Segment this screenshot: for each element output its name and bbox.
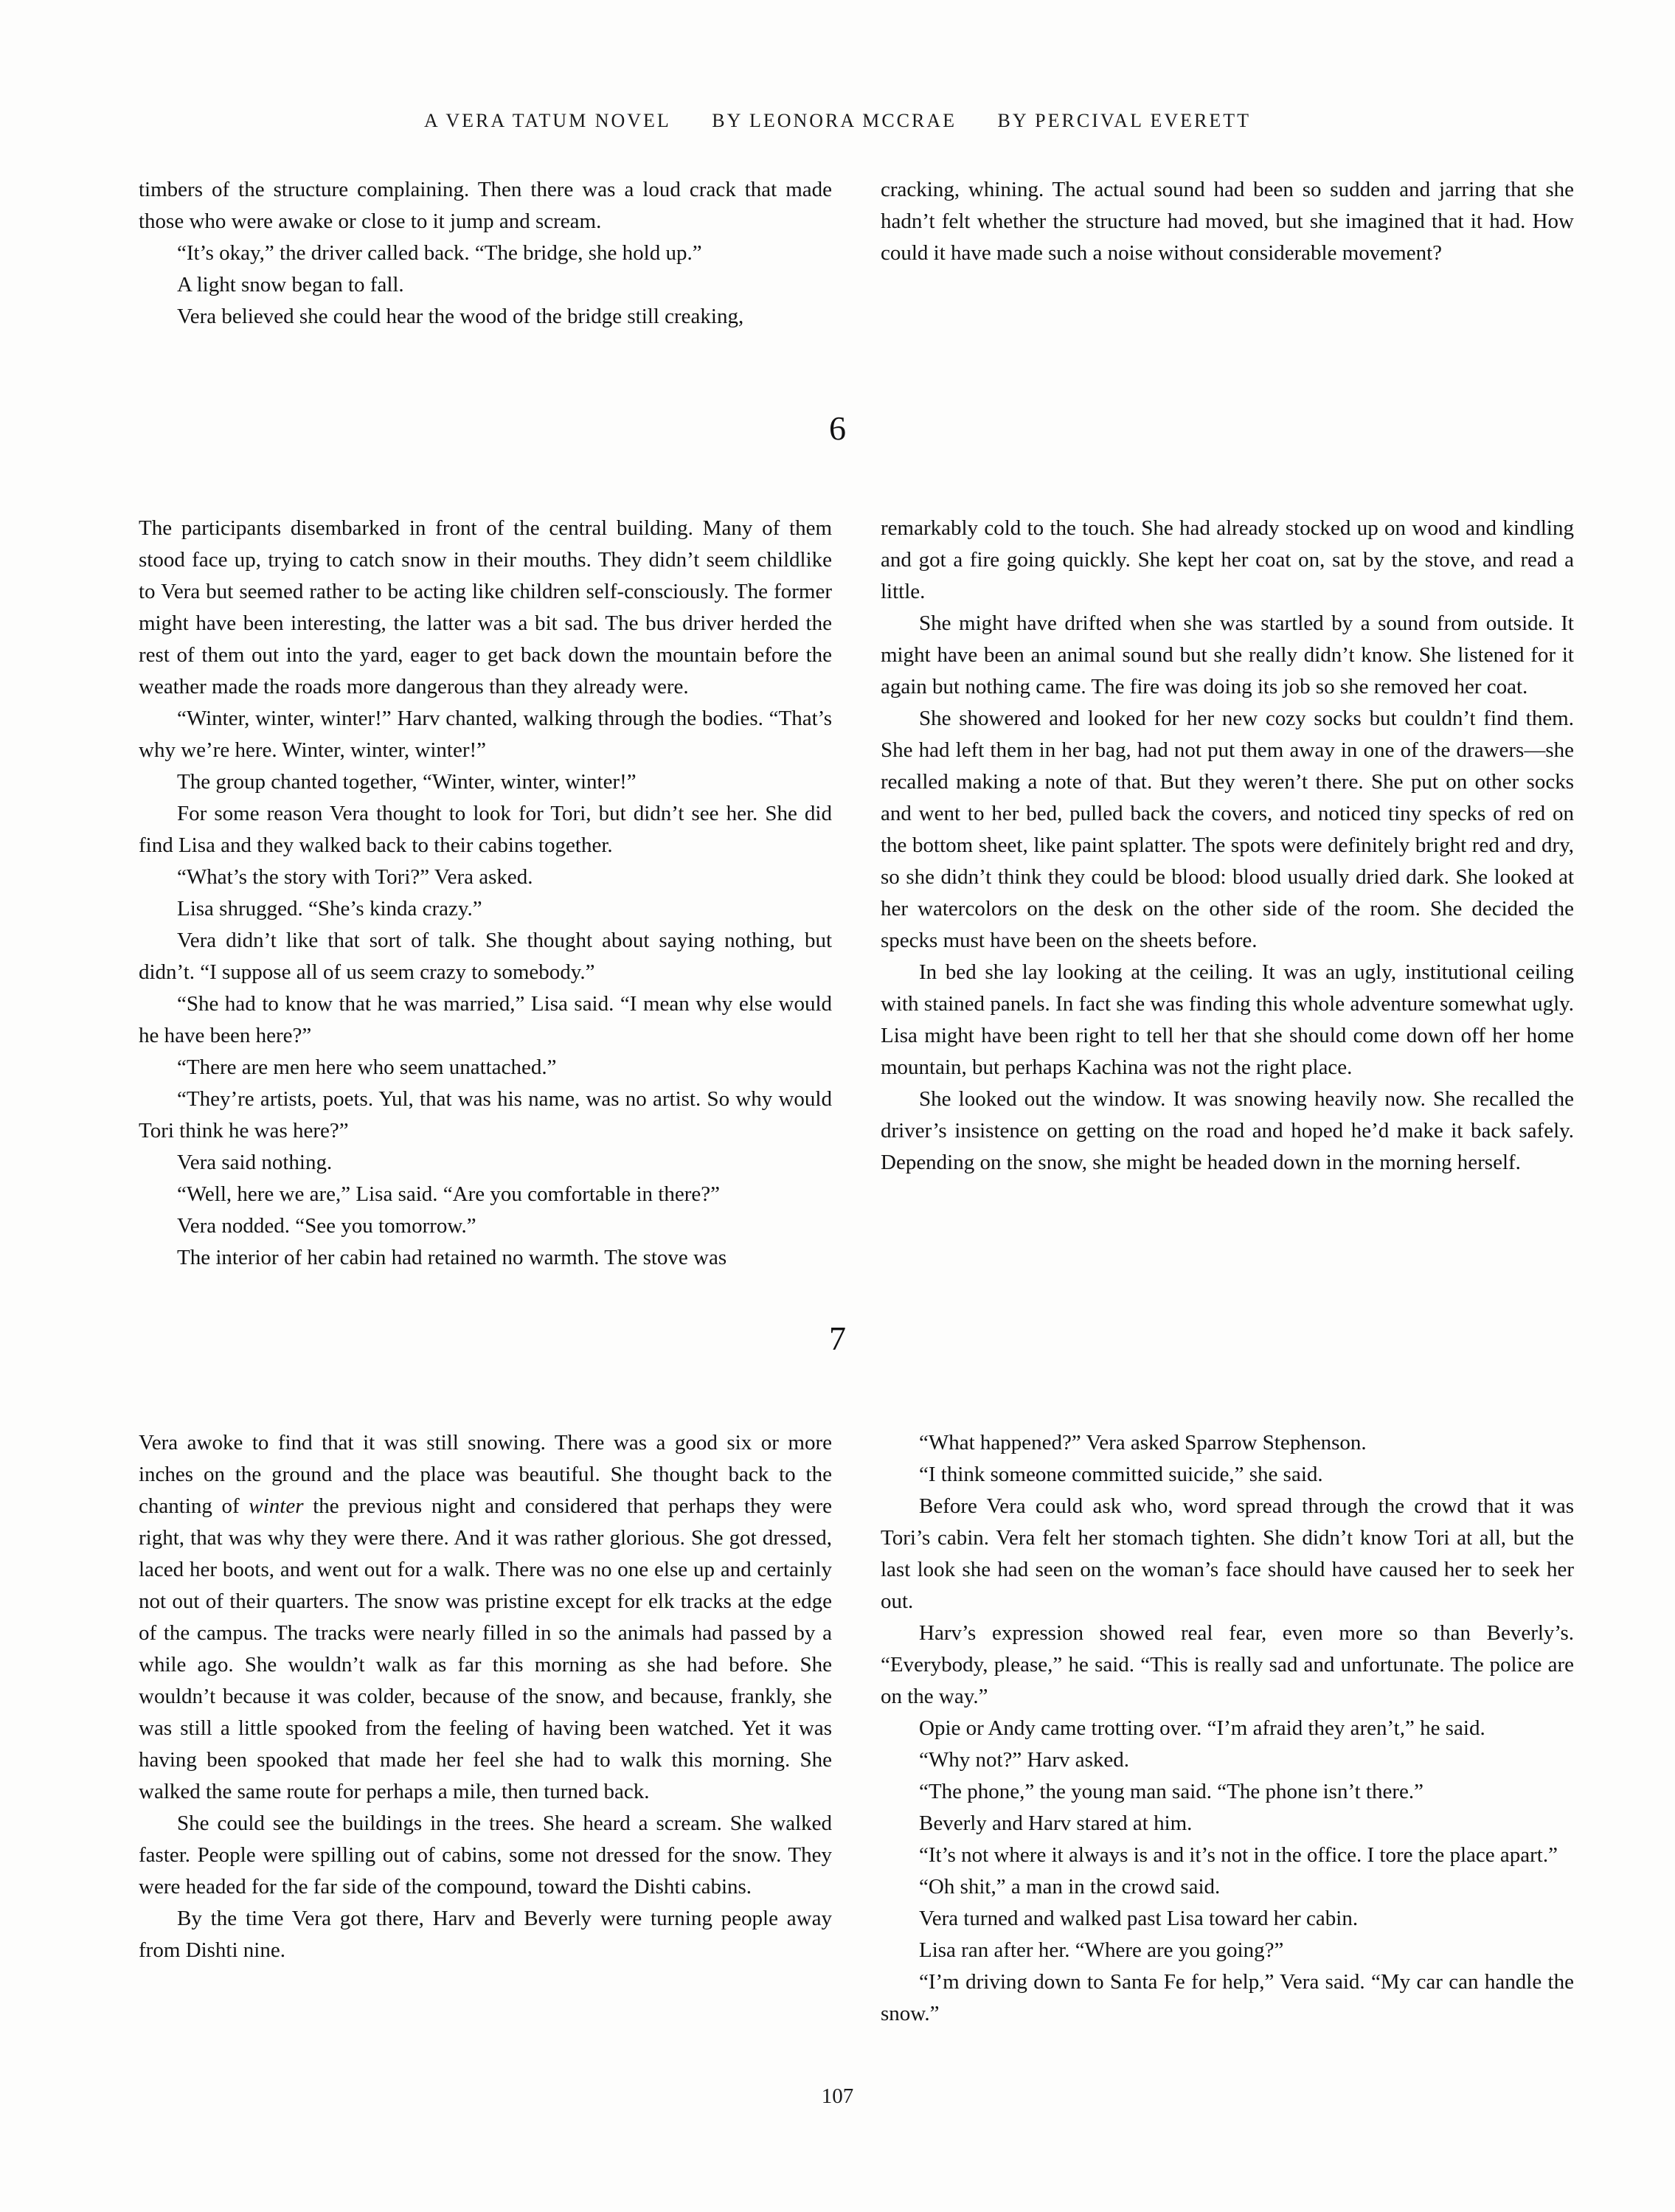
paragraph: “What happened?” Vera asked Sparrow Stephenson. bbox=[919, 1431, 1367, 1455]
paragraph: For some reason Vera thought to look for Tori, but didn’t see her. She did find Lisa and they walked back to their cabins together. bbox=[139, 802, 832, 857]
paragraph: “They’re artists, poets. Yul, that was his name, was no artist. So why would Tori think he was here?” bbox=[139, 1087, 832, 1143]
paragraph: In bed she lay looking at the ceiling. It was an ugly, institutional ceiling with stained panels. In fact she was finding this whole adventure somewhat ugly. Lisa might have been right to tell her that she should come down off her home mountain, but perhaps Kachina was not the right place. bbox=[881, 960, 1574, 1079]
paragraph bbox=[139, 1427, 832, 1808]
paragraph: She could see the buildings in the trees. She heard a scream. She walked faster. People were spilling out of cabins, some not dressed for the snow. They were headed for the far side of the compound, toward the Dishti cabins. bbox=[139, 1811, 832, 1899]
chapter-6-heading: 6 bbox=[829, 409, 846, 447]
paragraph: “Well, here we are,” Lisa said. “Are you comfortable in there?” bbox=[177, 1182, 720, 1206]
page-number: 107 bbox=[821, 2084, 854, 2108]
header-author-fictional: BY LEONORA MCCRAE bbox=[712, 110, 957, 131]
paragraph: “I think someone committed suicide,” she said. bbox=[919, 1463, 1323, 1486]
paragraph: “It’s okay,” the driver called back. “The bridge, she hold up.” bbox=[177, 241, 702, 265]
right-column bbox=[881, 1427, 1574, 2030]
paragraph: Lisa ran after her. “Where are you going?” bbox=[919, 1938, 1284, 1962]
paragraph: “It’s not where it always is and it’s not in the office. I tore the place apart.” bbox=[919, 1843, 1558, 1867]
paragraph: A light snow began to fall. bbox=[177, 273, 404, 297]
paragraph: Vera nodded. “See you tomorrow.” bbox=[177, 1214, 476, 1238]
header-novel-title: A VERA TATUM NOVEL bbox=[423, 110, 671, 131]
chapter-7-heading: 7 bbox=[829, 1320, 846, 1357]
left-column bbox=[139, 1427, 832, 2030]
paragraph: “Winter, winter, winter!” Harv chanted, walking through the bodies. “That’s why we’re here. Winter, winter, winter!” bbox=[139, 707, 832, 762]
paragraph: cracking, whining. The actual sound had been so sudden and jarring that she hadn’t felt whether the structure had moved, but she imagined that it had. How could it have made such a noise without considerable movement? bbox=[881, 178, 1574, 265]
paragraph: She might have drifted when she was startled by a sound from outside. It might have been an animal sound but she really didn’t know. She listened for it again but nothing came. The fire was doing its job so she removed her coat. bbox=[881, 611, 1574, 698]
paragraph: The group chanted together, “Winter, winter, winter!” bbox=[177, 770, 637, 794]
italic-word: winter bbox=[249, 1494, 304, 1518]
left-column bbox=[139, 513, 832, 1274]
paragraph: Lisa shrugged. “She’s kinda crazy.” bbox=[177, 897, 482, 920]
paragraph-text: Vera awoke to find that it was still snowing. There was a good six or more inches on the ground and the place was beautiful. She thought back to the chanting of bbox=[139, 1431, 832, 1518]
paragraph: Before Vera could ask who, word spread through the crowd that it was Tori’s cabin. Vera felt her stomach tighten. She didn’t know Tori at all, but the last look she had seen on the woman’s face should have caused her to seek her out. bbox=[881, 1494, 1574, 1613]
paragraph: “What’s the story with Tori?” Vera asked. bbox=[177, 865, 533, 889]
paragraph: “Why not?” Harv asked. bbox=[919, 1748, 1130, 1772]
paragraph: By the time Vera got there, Harv and Beverly were turning people away from Dishti nine. bbox=[139, 1907, 832, 1962]
paragraph: “There are men here who seem unattached.” bbox=[177, 1055, 557, 1079]
paragraph: The participants disembarked in front of the central building. Many of them stood face up, trying to catch snow in their mouths. They didn’t seem childlike to Vera but seemed rather to be acting like children self-consciously. The former might have been interesting, the latter was a bit sad. The bus driver herded the rest of them out into the yard, eager to get back down the mountain before the weather made the roads more dangerous than they already were. bbox=[139, 516, 832, 698]
paragraph: The interior of her cabin had retained no warmth. The stove was bbox=[177, 1246, 727, 1269]
left-column bbox=[139, 174, 832, 333]
continuation-section bbox=[0, 174, 1675, 333]
paragraph: Vera didn’t like that sort of talk. She thought about saying nothing, but didn’t. “I suppose all of us seem crazy to somebody.” bbox=[139, 929, 832, 984]
header-author-real: BY PERCIVAL EVERETT bbox=[997, 110, 1252, 131]
paragraph: “The phone,” the young man said. “The phone isn’t there.” bbox=[919, 1780, 1423, 1803]
paragraph-text: the previous night and considered that perhaps they were right, that was why they were there. And it was rather glorious. She got dressed, laced her boots, and went out for a walk. There was no one else up and certainly not out of their quarters. The snow was pristine except for elk tracks at the edge of the campus. The tracks were nearly filled in so the animals had passed by a while ago. She wouldn’t walk as far this morning as she had before. She wouldn’t because it was colder, because of the snow, and because, frankly, she was still a little spooked from the feeling of having been watched. Yet it was having been spooked that made her feel she had to walk this morning. She walked the same route for perhaps a mile, then turned back. bbox=[139, 1494, 832, 1803]
paragraph: Vera said nothing. bbox=[177, 1151, 333, 1174]
paragraph: Opie or Andy came trotting over. “I’m afraid they aren’t,” he said. bbox=[919, 1716, 1485, 1740]
paragraph: “I’m driving down to Santa Fe for help,” Vera said. “My car can handle the snow.” bbox=[881, 1970, 1574, 2025]
right-column bbox=[881, 174, 1574, 333]
chapter-7-section bbox=[0, 1427, 1675, 2030]
paragraph: “Oh shit,” a man in the crowd said. bbox=[919, 1875, 1221, 1899]
paragraph: Vera believed she could hear the wood of the bridge still creaking, bbox=[177, 305, 744, 328]
paragraph: Harv’s expression showed real fear, even more so than Beverly’s. “Everybody, please,” he said. “This is really sad and unfortunate. The police are on the way.” bbox=[881, 1621, 1574, 1708]
paragraph: Beverly and Harv stared at him. bbox=[919, 1811, 1193, 1835]
paragraph: She looked out the window. It was snowing heavily now. She recalled the driver’s insistence on getting on the road and hoped he’d make it back safely. Depending on the snow, she might be headed down in the morning herself. bbox=[881, 1087, 1574, 1174]
paragraph: “She had to know that he was married,” Lisa said. “I mean why else would he have been here?” bbox=[139, 992, 832, 1047]
right-column bbox=[881, 513, 1574, 1274]
running-header bbox=[0, 109, 1675, 133]
paragraph: She showered and looked for her new cozy socks but couldn’t find them. She had left them in her bag, had not put them away in one of the drawers—she recalled making a note of that. But they weren’t there. She put on other socks and went to her bed, pulled back the covers, and noticed tiny specks of red on the bottom sheet, like paint splatter. The spots were definitely bright red and dry, so she didn’t think they could be blood: blood usually dried dark. She looked at her watercolors on the desk on the other side of the room. She decided the specks must have been on the sheets before. bbox=[881, 707, 1574, 952]
paragraph: timbers of the structure complaining. Then there was a loud crack that made those who were awake or close to it jump and scream. bbox=[139, 178, 832, 233]
paragraph: remarkably cold to the touch. She had already stocked up on wood and kindling and got a fire going quickly. She kept her coat on, sat by the stove, and read a little. bbox=[881, 516, 1574, 603]
chapter-6-section bbox=[0, 513, 1675, 1274]
paragraph: Vera turned and walked past Lisa toward her cabin. bbox=[919, 1907, 1359, 1930]
